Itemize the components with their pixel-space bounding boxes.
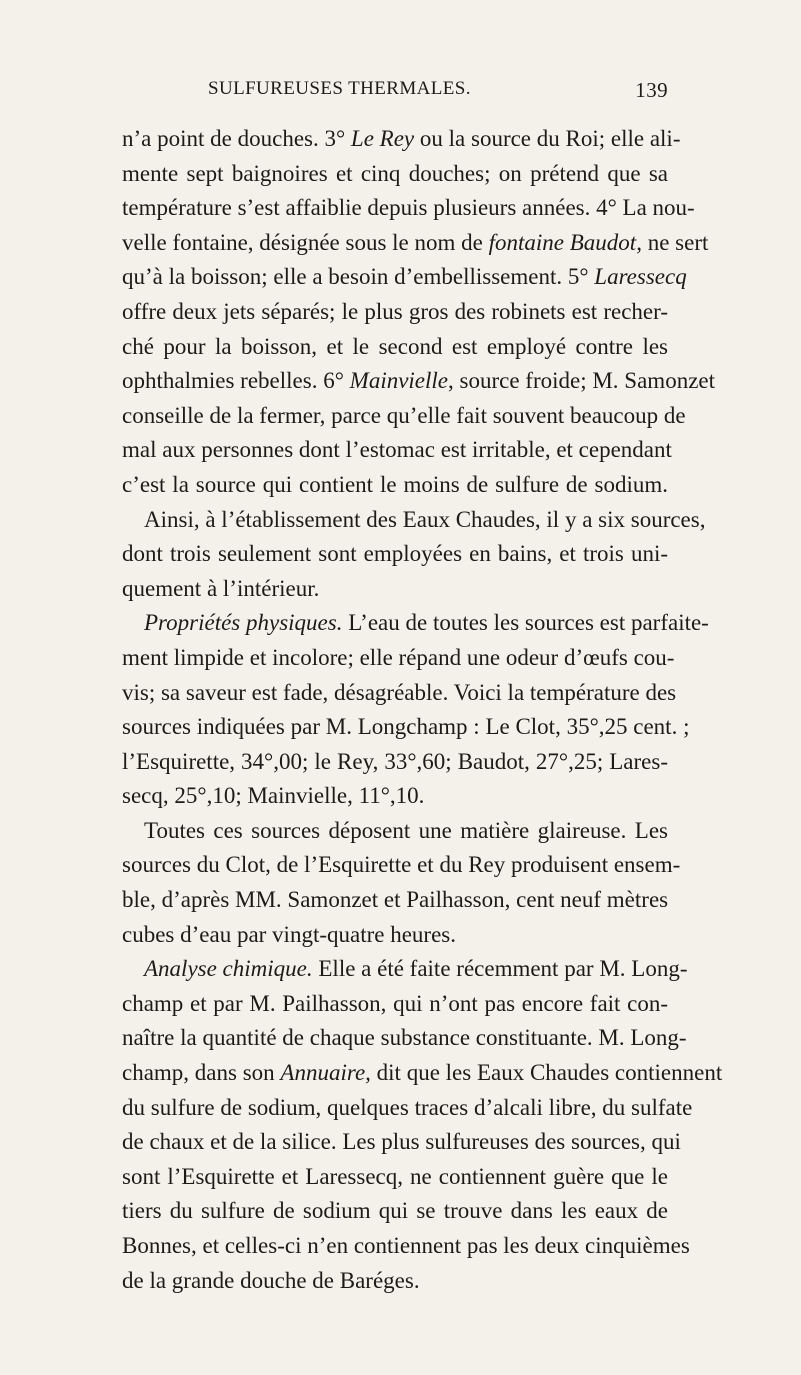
running-head [122,78,668,108]
text-line [122,1021,687,1056]
text-run: ou la source du Roi; elle ali- [414,126,681,151]
text-run: mal aux personnes dont l’estomac est irritable, et cependant [122,437,672,463]
body-text [122,122,723,1298]
text-line [122,641,675,676]
text-line [122,848,681,883]
text-line [122,1125,681,1160]
text-run: sources indiquées par M. Longchamp : Le Clot, 35°,25 cent. ; [122,714,690,740]
text-run: Ainsi, à l’établissement des Eaux Chaudes, il y a six sources, [144,506,706,532]
text-line [122,1160,668,1195]
text-run: Toutes ces sources déposent une matière glaireuse. Les [144,817,668,843]
text-run: vis; sa saveur est fade, désagréable. Voici la température des [122,679,677,705]
text-run: tiers du sulfure de sodium qui se trouve dans les eaux de [122,1198,668,1224]
text-line [122,987,668,1022]
text-run: du sulfure de sodium, quelques traces d’alcali libre, du sulfate [122,1094,693,1120]
text-run: ne sert [641,229,709,255]
text-line [122,710,690,745]
text-run: velle fontaine, désignée sous le nom de [122,229,489,255]
text-line [122,330,668,365]
italic-text: Le Rey [350,126,415,151]
text-run: sources du Clot, de l’Esquirette et du Rey produisent ensem- [122,852,681,878]
text-line [122,433,672,468]
text-run: ment limpide et incolore; elle répand une odeur d’œufs cou- [122,644,675,670]
text-run: Bonnes, et celles-ci n’en contiennent pas les deux cinquièmes [122,1233,690,1258]
text-line [122,572,668,607]
text-run: , source froide; M. Samonzet [448,368,715,394]
text-line [122,122,681,157]
text-run: de chaux et de la silice. Les plus sulfureuses des sources, qui [122,1129,681,1155]
text-line [122,883,668,918]
text-run: qu’à la boisson; elle a besoin d’embellissement. 5° [122,264,595,290]
text-run: champ, dans son [122,1060,281,1086]
text-line [122,814,668,849]
text-line [122,503,706,538]
italic-text: Analyse chimique. [144,956,313,982]
text-line [122,1264,668,1299]
text-run: ble, d’après MM. Samonzet et Pailhasson, cent neuf mètres [122,887,669,913]
text-line [122,606,709,641]
text-line [122,1194,668,1229]
text-line [122,676,677,711]
text-run: offre deux jets séparés; le plus gros des robinets est recher- [122,298,668,324]
text-run: quement à l’intérieur. [122,575,320,601]
text-line [122,226,709,261]
text-line [122,1091,693,1126]
text-line [122,952,688,987]
running-title: SULFUREUSES THERMALES. [208,78,471,99]
text-run: L’eau de toutes les sources est parfaite- [342,610,709,636]
text-run: mente sept baignoires et cinq douches; on prétend que sa [122,160,668,186]
italic-text: Annuaire, [280,1060,371,1086]
text-line [122,779,668,814]
text-line [122,468,668,503]
text-run: dit que les Eaux Chaudes contiennent [370,1060,723,1086]
text-line [122,157,668,192]
text-run: conseille de la fermer, parce qu’elle fait souvent beaucoup de [122,402,686,428]
text-line [122,364,715,399]
text-run: sont l’Esquirette et Laressecq, ne contiennent guère que le [122,1163,668,1189]
text-run: champ et par M. Pailhasson, qui n’ont pas encore fait con- [122,990,668,1016]
text-line [122,918,668,953]
text-run: température s’est affaiblie depuis plusieurs années. 4° La nou- [122,195,695,221]
italic-text: Mainvielle [349,368,449,394]
text-line [122,260,687,295]
text-line [122,399,686,434]
text-run: de la grande douche de Baréges. [122,1267,420,1293]
text-run: c’est la source qui contient le moins de sulfure de sodium. [122,471,668,497]
text-run: naître la quantité de chaque substance constituante. M. Long- [122,1025,687,1051]
text-run: l’Esquirette, 34°,00; le Rey, 33°,60; Baudot, 27°,25; Lares- [122,748,668,774]
text-line [122,1056,723,1091]
text-run: cubes d’eau par vingt-quatre heures. [122,921,456,947]
text-run: dont trois seulement sont employées en bains, et trois uni- [122,541,668,567]
text-line [122,537,668,572]
text-run: Elle a été faite récemment par M. Long- [312,956,688,982]
text-line [122,1229,690,1264]
italic-text: Propriétés physiques. [144,610,343,636]
italic-text: Laressecq [594,264,687,290]
page-number: 139 [635,78,668,102]
text-line [122,295,668,330]
italic-text: fontaine Baudot, [488,229,642,255]
text-run: ophthalmies rebelles. 6° [122,368,350,394]
text-line [122,745,668,780]
text-run: secq, 25°,10; Mainvielle, 11°,10. [122,783,425,809]
text-run: n’a point de douches. 3° [122,126,351,151]
text-run: ché pour la boisson, et le second est employé contre les [122,333,668,359]
text-line [122,191,695,226]
